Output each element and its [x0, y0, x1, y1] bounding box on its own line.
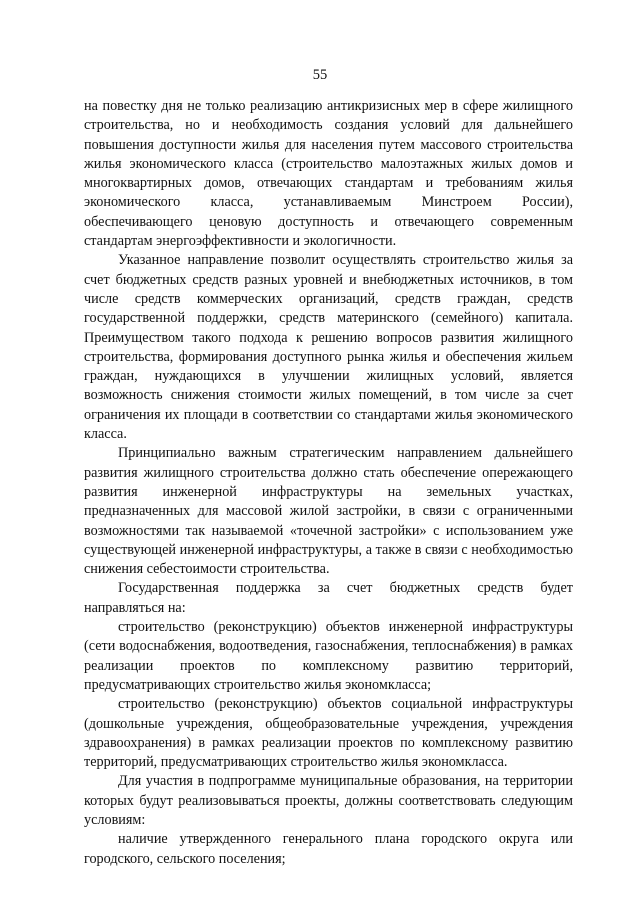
- document-body: [84, 97, 573, 869]
- paragraph-state-support: Государственная поддержка за счет бюджетных средств будет направляться на:: [84, 580, 573, 616]
- list-item-engineering-infrastructure: строительство (реконструкцию) объектов инженерной инфраструктуры (сети водоснабжения, водоотведения, газоснабжения, теплоснабжения) в рамках реализации проектов по комплексному развитию территорий, предусматривающих строительство жилья экономкласса;: [84, 619, 573, 693]
- paragraph-participation-conditions: Для участия в подпрограмме муниципальные образования, на территории которых будут реализовываться проекты, должны соответствовать следующим условиям:: [84, 773, 573, 828]
- paragraph-funding-sources: Указанное направление позволит осуществлять строительство жилья за счет бюджетных средств разных уровней и внебюджетных источников, в том числе средств коммерческих организаций, средств граждан, средств государственной поддержки, средств материнского (семейного) капитала. Преимуществом такого подхода к решению вопросов развития жилищного строительства, формирования доступного рынка жилья и обеспечения жильем граждан, нуждающихся в улучшении жилищных условий, является возможность снижения стоимости жилых помещений, в том числе за счет ограничения их площади в соответствии со стандартами жилья экономического класса.: [84, 252, 573, 443]
- paragraph-infrastructure-priority: Принципиально важным стратегическим направлением дальнейшего развития жилищного строительства должно стать обеспечение опережающего развития инженерной инфраструктуры на земельных участках, предназначенных для массовой жилой застройки, в связи с ограниченными возможностями так называемой «точечной застройки» с использованием уже существующей инженерной инфраструктуры, а также в связи с необходимостью снижения себестоимости строительства.: [84, 445, 573, 578]
- page-number: 55: [312, 67, 328, 83]
- paragraph-continuation: на повестку дня не только реализацию антикризисных мер в сфере жилищного строительства, но и необходимость создания условий для дальнейшего повышения доступности жилья для населения путем массового строительства жилья экономического класса (строительство малоэтажных жилых домов и многоквартирных домов, отвечающих стандартам и требованиям жилья экономического класса, устанавливаемым Минстроем России), обеспечивающего ценовую доступность и отвечающего современным стандартам энергоэффективности и экологичности.: [84, 98, 573, 250]
- list-item-social-infrastructure: строительство (реконструкцию) объектов социальной инфраструктуры (дошкольные учреждения, общеобразовательные учреждения, учреждения здравоохранения) в рамках реализации проектов по комплексному развитию территорий, предусматривающих строительство жилья экономкласса.: [84, 696, 573, 771]
- list-item-general-plan: наличие утвержденного генерального плана городского округа или городского, сельского поселения;: [84, 831, 573, 867]
